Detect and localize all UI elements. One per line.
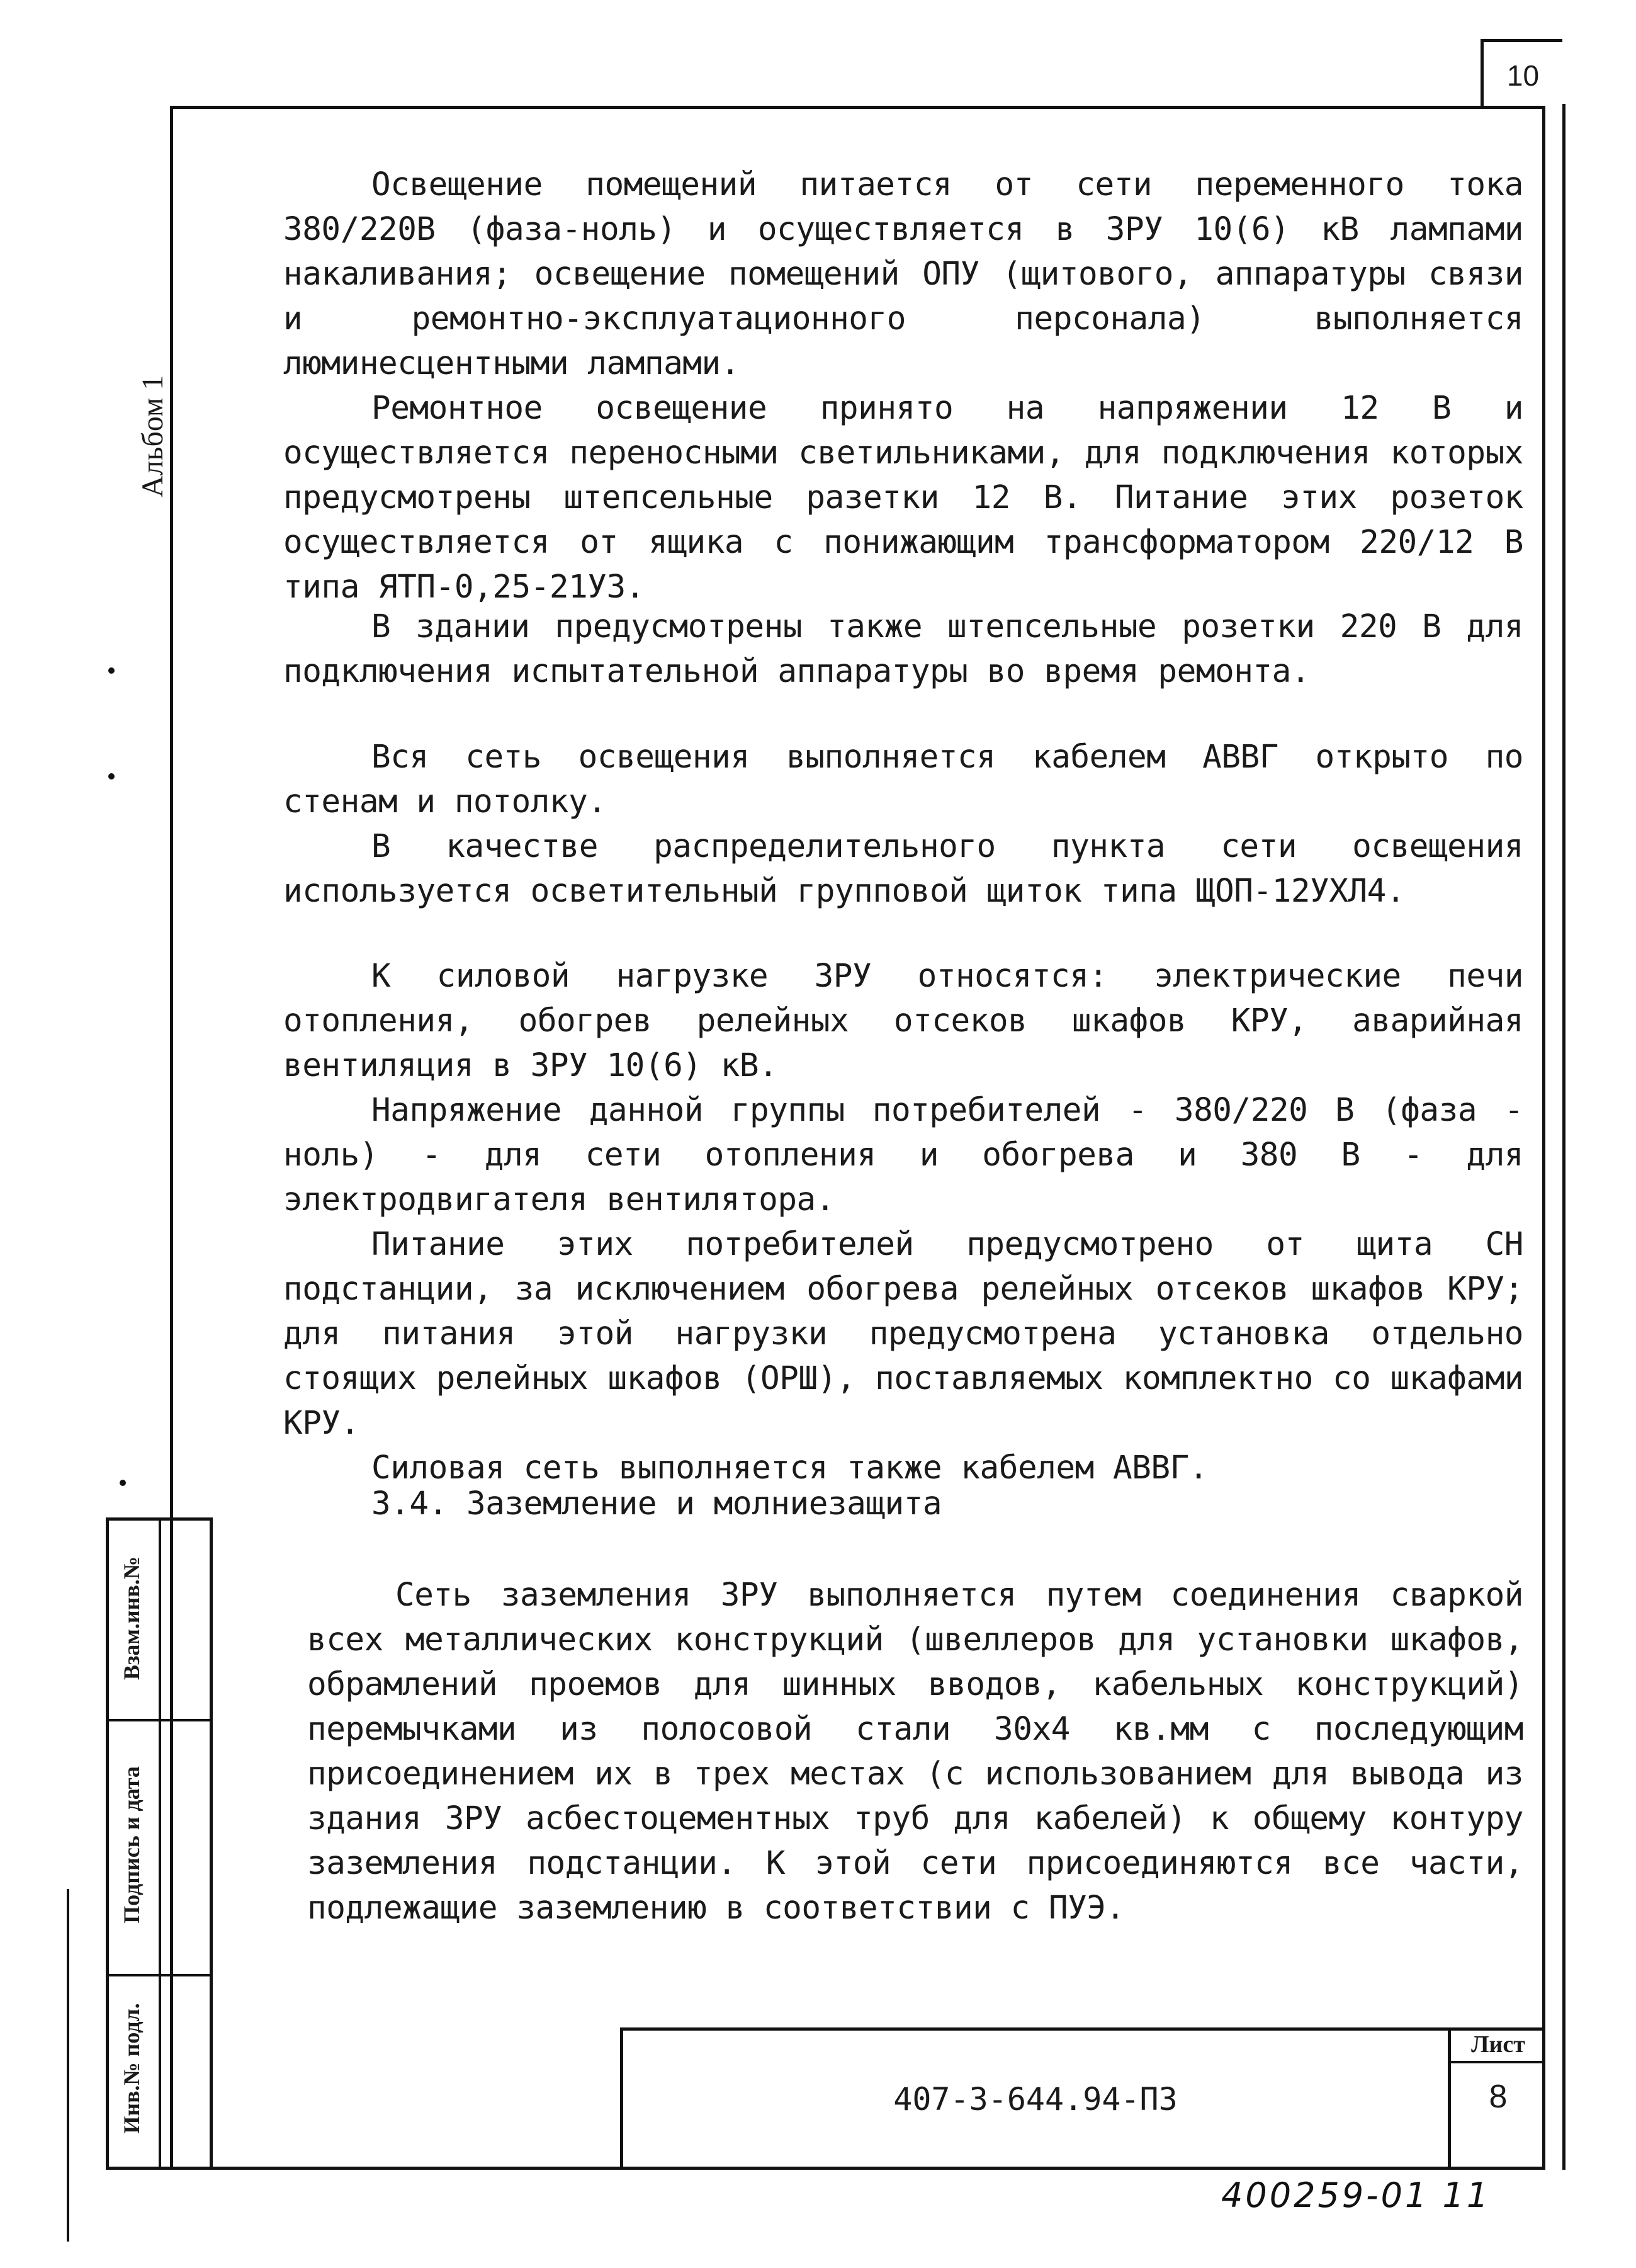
side-stamp-cell-3: Инв.№ подл. (119, 2003, 144, 2134)
paragraph-text: Напряжение данной группы потребителей - 380/220 В (фаза - ноль) - для сети отопления и обогрева и 380 В - для электродвигателя вентилятора. (283, 1092, 1523, 1218)
margin-dot (108, 773, 115, 780)
paragraph-text: В качестве распределительного пункта сети освещения используется осветительный групповой щиток типа ЩОП-12УХЛ4. (283, 828, 1523, 910)
paragraph-2 (283, 386, 1523, 610)
section-heading (283, 1482, 1523, 1526)
side-stamp-divider (159, 1517, 161, 2170)
side-stamp-row-2 (106, 1974, 213, 1976)
paragraph-text: Ремонтное освещение принято на напряжении 12 В и осуществляется переносными светильниками, для подключения которых предусмотрены штепсельные разетки 12 В. Питание этих розеток осуществляется от ящика с понижающим трансформатором 220/12 В типа ЯТП-0,25-21УЗ. (283, 390, 1523, 606)
paragraph-1 (283, 162, 1523, 386)
paragraph-4 (283, 735, 1523, 914)
document-code: 407-3-644.94-ПЗ (893, 2081, 1178, 2118)
paragraph-5 (283, 954, 1523, 1490)
side-stamp-cell-2: Подпись и дата (119, 1766, 144, 1924)
paragraph-text: Сеть заземления ЗРУ выполняется путем соединения сваркой всех металлических конструкций (швеллеров для установки шкафов, обрамлений проемов для шинных вводов, кабельных конструкций) перемычками из полосовой стали 30х4 кв.мм с последующим присоединением их в трех местах (с использованием для вывода из здания ЗРУ асбестоцементных труб для кабелей) к общему контуру заземления подстанции. К этой сети присоединяются все части, подлежащие заземлению в соответствии с ПУЭ. (307, 1577, 1523, 1927)
sheet-label: Лист (1471, 2031, 1525, 2058)
side-stamp-row-1 (106, 1719, 213, 1721)
sheet-number: 8 (1489, 2078, 1508, 2115)
margin-dot (120, 1480, 126, 1486)
title-block-sheet-row (1448, 2061, 1545, 2063)
paragraph-3 (283, 604, 1523, 694)
frame-right-outer (1562, 104, 1565, 2170)
paragraph-text: К силовой нагрузке ЗРУ относятся: электрические печи отопления, обогрев релейных отсеков шкафов КРУ, аварийная вентиляция в ЗРУ 10(6) кВ. (283, 958, 1523, 1084)
section-heading-text: 3.4. Заземление и молниезащита (371, 1485, 942, 1522)
margin-dot (108, 667, 115, 674)
section-paragraph (307, 1573, 1523, 1931)
album-label: Альбом 1 (136, 375, 169, 497)
paragraph-text: Силовая сеть выполняется также кабелем АВВГ. (371, 1449, 1209, 1487)
paragraph-text: Питание этих потребителей предусмотрено от щита СН подстанции, за исключением обогрева релейных отсеков шкафов КРУ; для питания этой нагрузки предусмотрена установка отдельно стоящих релейных шкафов (ОРШ), поставляемых комплектно со шкафами КРУ. (283, 1226, 1523, 1442)
page-number: 10 (1481, 39, 1562, 108)
paragraph-text: Освещение помещений питается от сети переменного тока 380/220В (фаза-ноль) и осуществляется в ЗРУ 10(6) кВ лампами накаливания; освещение помещений ОПУ (щитового, аппаратуры связи и ремонтно-эксплуатационного персонала) выполняется люминесцентными лампами. (283, 166, 1523, 382)
margin-line (67, 1889, 69, 2242)
paragraph-text: Вся сеть освещения выполняется кабелем АВВГ открыто по стенам и потолку. (283, 739, 1523, 820)
handwritten-note: 400259-01 11 (1221, 2175, 1491, 2215)
side-stamp-cell-1: Взам.инв.№ (119, 1556, 144, 1681)
paragraph-text: В здании предусмотрены также штепсельные розетки 220 В для подключения испытательной аппаратуры во время ремонта. (283, 608, 1523, 690)
